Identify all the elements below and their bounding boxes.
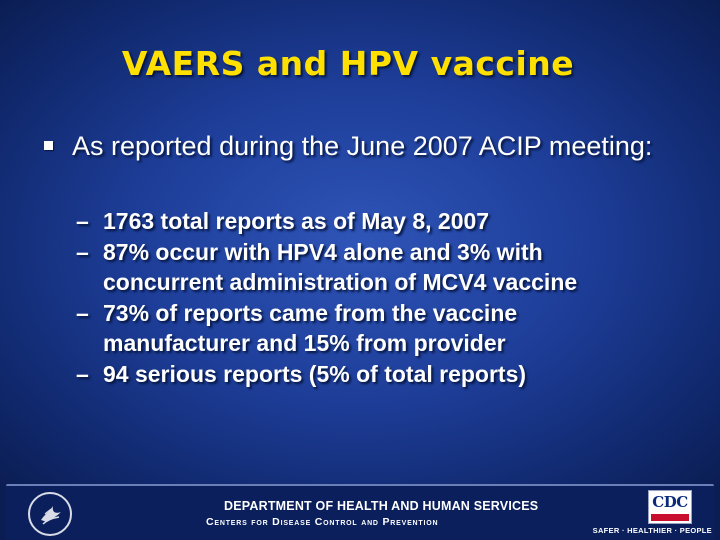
sub-bullet-item — [76, 359, 646, 389]
slide-title: VAERS and HPV vaccine — [121, 44, 575, 83]
centers-name: Centers for Disease Control and Prevention — [206, 516, 439, 528]
footer-bar — [6, 484, 714, 540]
sub-bullet-item — [76, 237, 646, 297]
dash-bullet-icon: – — [76, 300, 89, 326]
main-bullet — [44, 130, 684, 163]
sub-bullet-text: 94 serious reports (5% of total reports) — [103, 361, 527, 387]
cdc-logo-text: CDC — [652, 493, 688, 511]
dash-bullet-icon: – — [76, 208, 89, 234]
cdc-logo — [648, 490, 692, 524]
sub-bullet-item — [76, 298, 646, 358]
sub-bullet-text: 73% of reports came from the vaccine manufacturer and 15% from provider — [103, 300, 518, 356]
dash-bullet-icon: – — [76, 239, 89, 265]
cdc-logo-bar — [651, 514, 689, 521]
sub-bullet-text: 1763 total reports as of May 8, 2007 — [103, 208, 490, 234]
sub-bullet-item — [76, 206, 646, 236]
dash-bullet-icon: – — [76, 361, 89, 387]
sub-bullet-text: 87% occur with HPV4 alone and 3% with concurrent administration of MCV4 vaccine — [103, 239, 578, 295]
tagline: SAFER · HEALTHIER · PEOPLE — [592, 526, 712, 535]
square-bullet-icon — [44, 141, 53, 150]
department-name: DEPARTMENT OF HEALTH AND HUMAN SERVICES — [224, 499, 539, 513]
main-bullet-text: As reported during the June 2007 ACIP meeting: — [72, 131, 653, 161]
sub-bullet-list — [76, 206, 646, 390]
hhs-eagle-icon — [28, 492, 72, 536]
